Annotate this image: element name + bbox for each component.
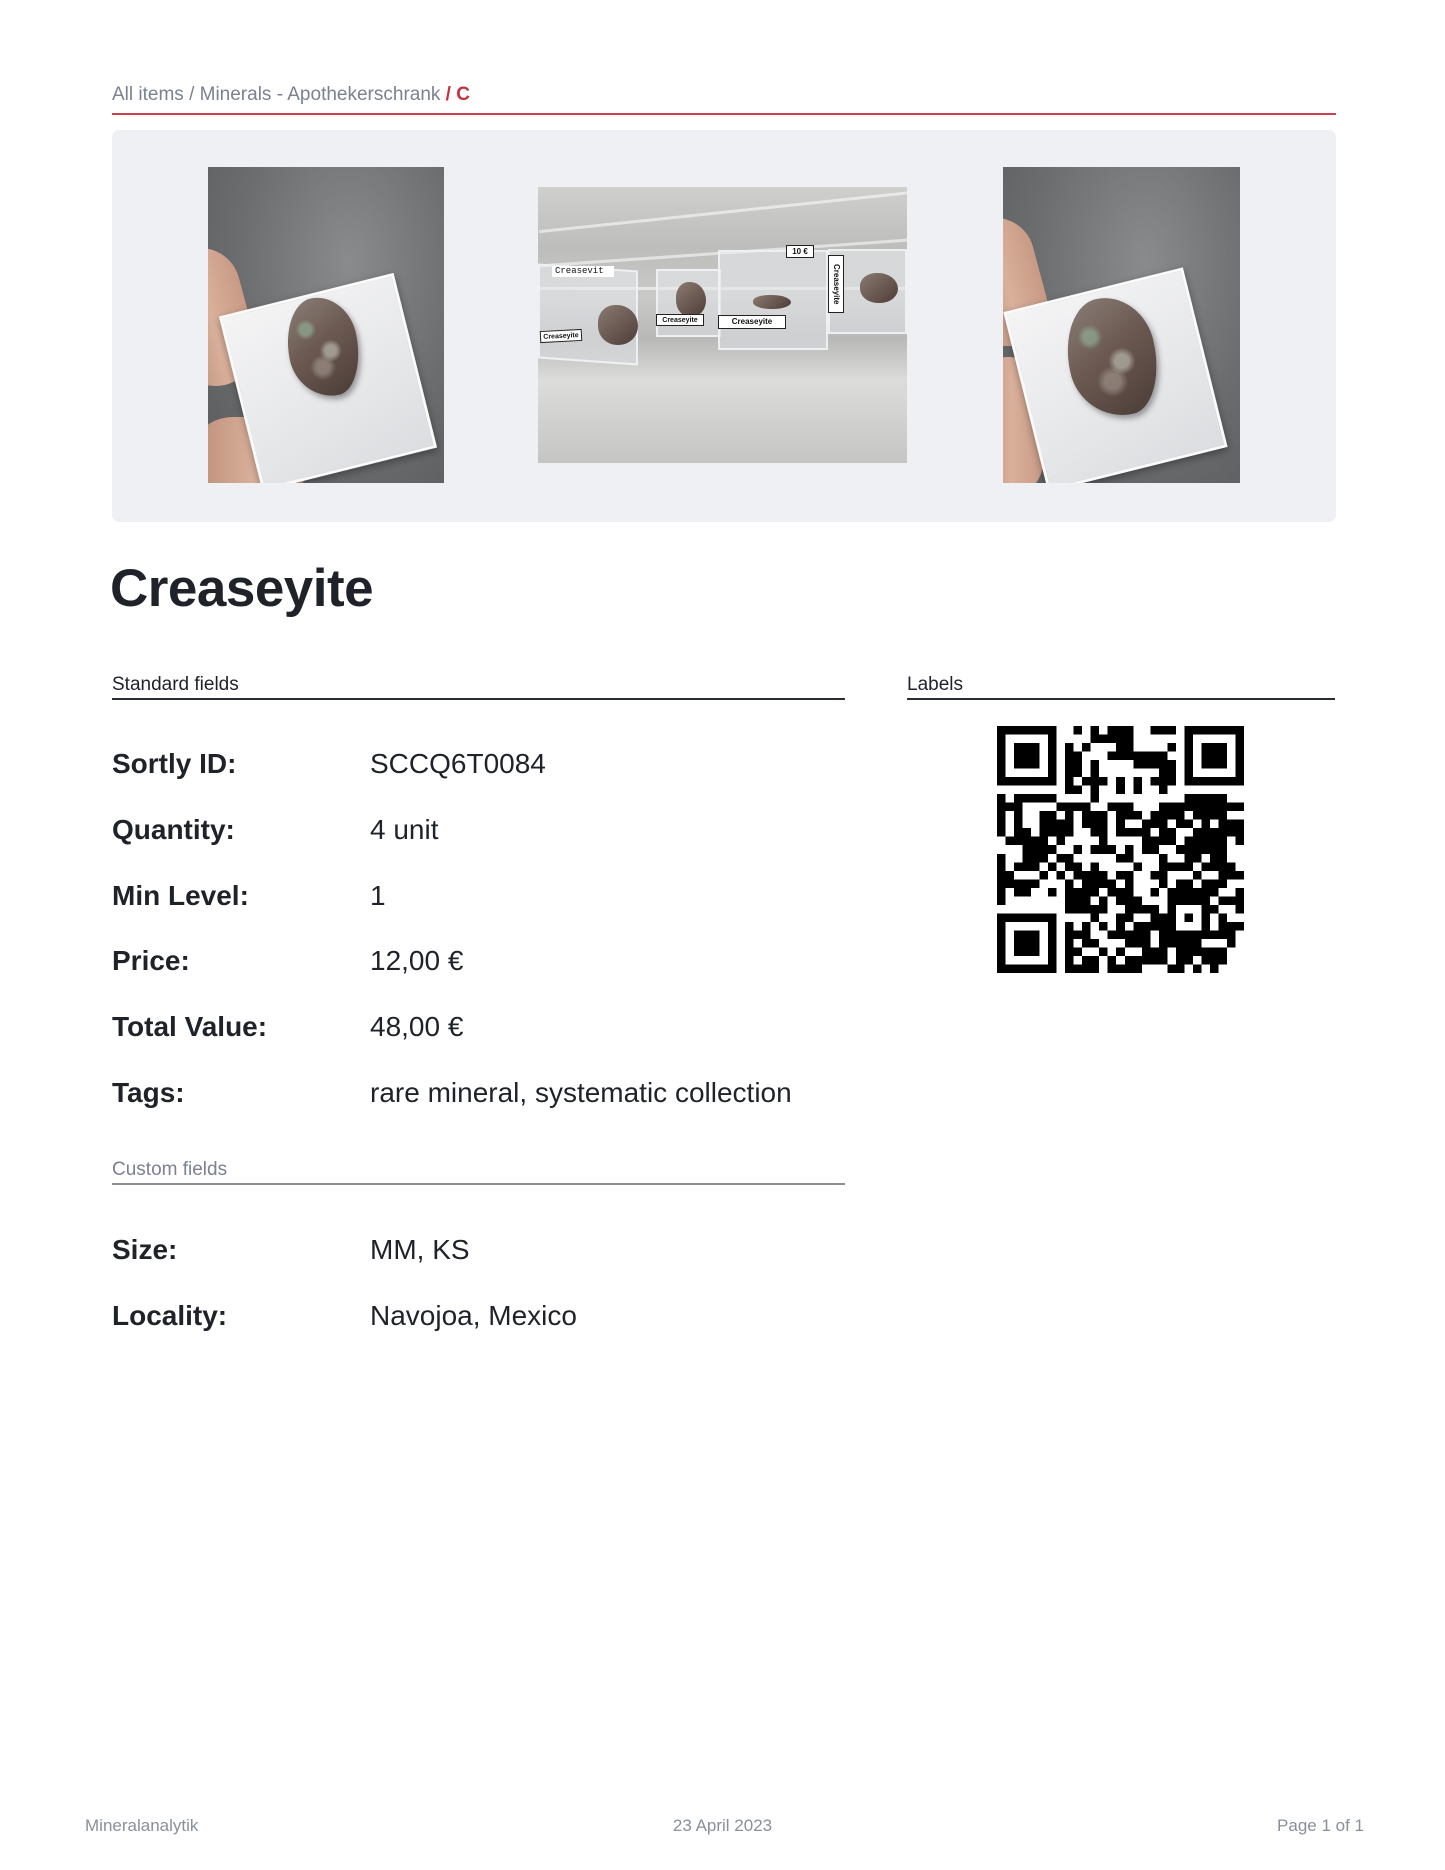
field-row-total-value <box>112 1010 845 1050</box>
field-row-size <box>112 1233 845 1273</box>
field-row-quantity <box>112 813 845 853</box>
breadcrumb-path[interactable]: All items / Minerals - Apothekerschrank <box>112 84 441 105</box>
labels-divider <box>907 698 1335 700</box>
specimen-rock <box>598 305 638 345</box>
item-photo-1[interactable] <box>208 167 444 483</box>
field-row-price <box>112 944 845 984</box>
field-value: MM, KS <box>370 1234 470 1265</box>
photo-label: Creaseyite <box>540 329 583 343</box>
field-row-tags <box>112 1076 845 1116</box>
breadcrumb-divider <box>112 113 1336 115</box>
specimen-rock <box>860 273 898 303</box>
photo-label: Creaseyite <box>828 255 844 313</box>
photo-label: Creasevit <box>552 266 614 277</box>
field-label: Price: <box>112 945 190 976</box>
field-value: 12,00 € <box>370 945 464 976</box>
field-value: 1 <box>370 880 386 911</box>
field-value: 4 unit <box>370 814 439 845</box>
footer-page-number: Page 1 of 1 <box>1277 1816 1364 1835</box>
field-label: Size: <box>112 1234 178 1265</box>
item-photo-2[interactable] <box>538 187 907 463</box>
photo-label: Creaseyite <box>656 314 704 326</box>
field-value: Navojoa, Mexico <box>370 1300 577 1331</box>
qr-code-icon <box>997 726 1244 973</box>
field-label: Tags: <box>112 1077 185 1108</box>
custom-fields-heading: Custom fields <box>112 1159 228 1180</box>
item-photo-3[interactable] <box>1003 167 1240 483</box>
field-value: 48,00 € <box>370 1011 464 1042</box>
item-title: Creaseyite <box>110 559 374 618</box>
custom-fields-divider <box>112 1183 845 1185</box>
specimen-rock <box>676 282 706 317</box>
footer-date: 23 April 2023 <box>672 1816 773 1835</box>
field-label: Locality: <box>112 1300 228 1331</box>
photo-label: Creaseyite <box>718 315 786 329</box>
field-row-sortly-id <box>112 747 845 787</box>
standard-fields-divider <box>112 698 845 700</box>
field-value: rare mineral, systematic collection <box>370 1077 792 1108</box>
breadcrumb-separator: / <box>440 84 451 105</box>
footer-company: Mineralanalytik <box>85 1816 199 1835</box>
field-row-min-level <box>112 879 845 919</box>
breadcrumb <box>112 84 1336 106</box>
labels-heading: Labels <box>907 674 963 695</box>
breadcrumb-current[interactable]: C <box>450 84 470 105</box>
field-label: Quantity: <box>112 814 235 845</box>
field-label: Sortly ID: <box>112 748 237 779</box>
field-label: Total Value: <box>112 1011 268 1042</box>
field-row-locality <box>112 1299 845 1339</box>
field-label: Min Level: <box>112 880 249 911</box>
price-label: 10 € <box>786 245 814 258</box>
specimen-rock <box>753 295 791 309</box>
standard-fields-heading: Standard fields <box>112 674 239 695</box>
photo-gallery <box>112 130 1336 522</box>
field-value: SCCQ6T0084 <box>370 748 546 779</box>
